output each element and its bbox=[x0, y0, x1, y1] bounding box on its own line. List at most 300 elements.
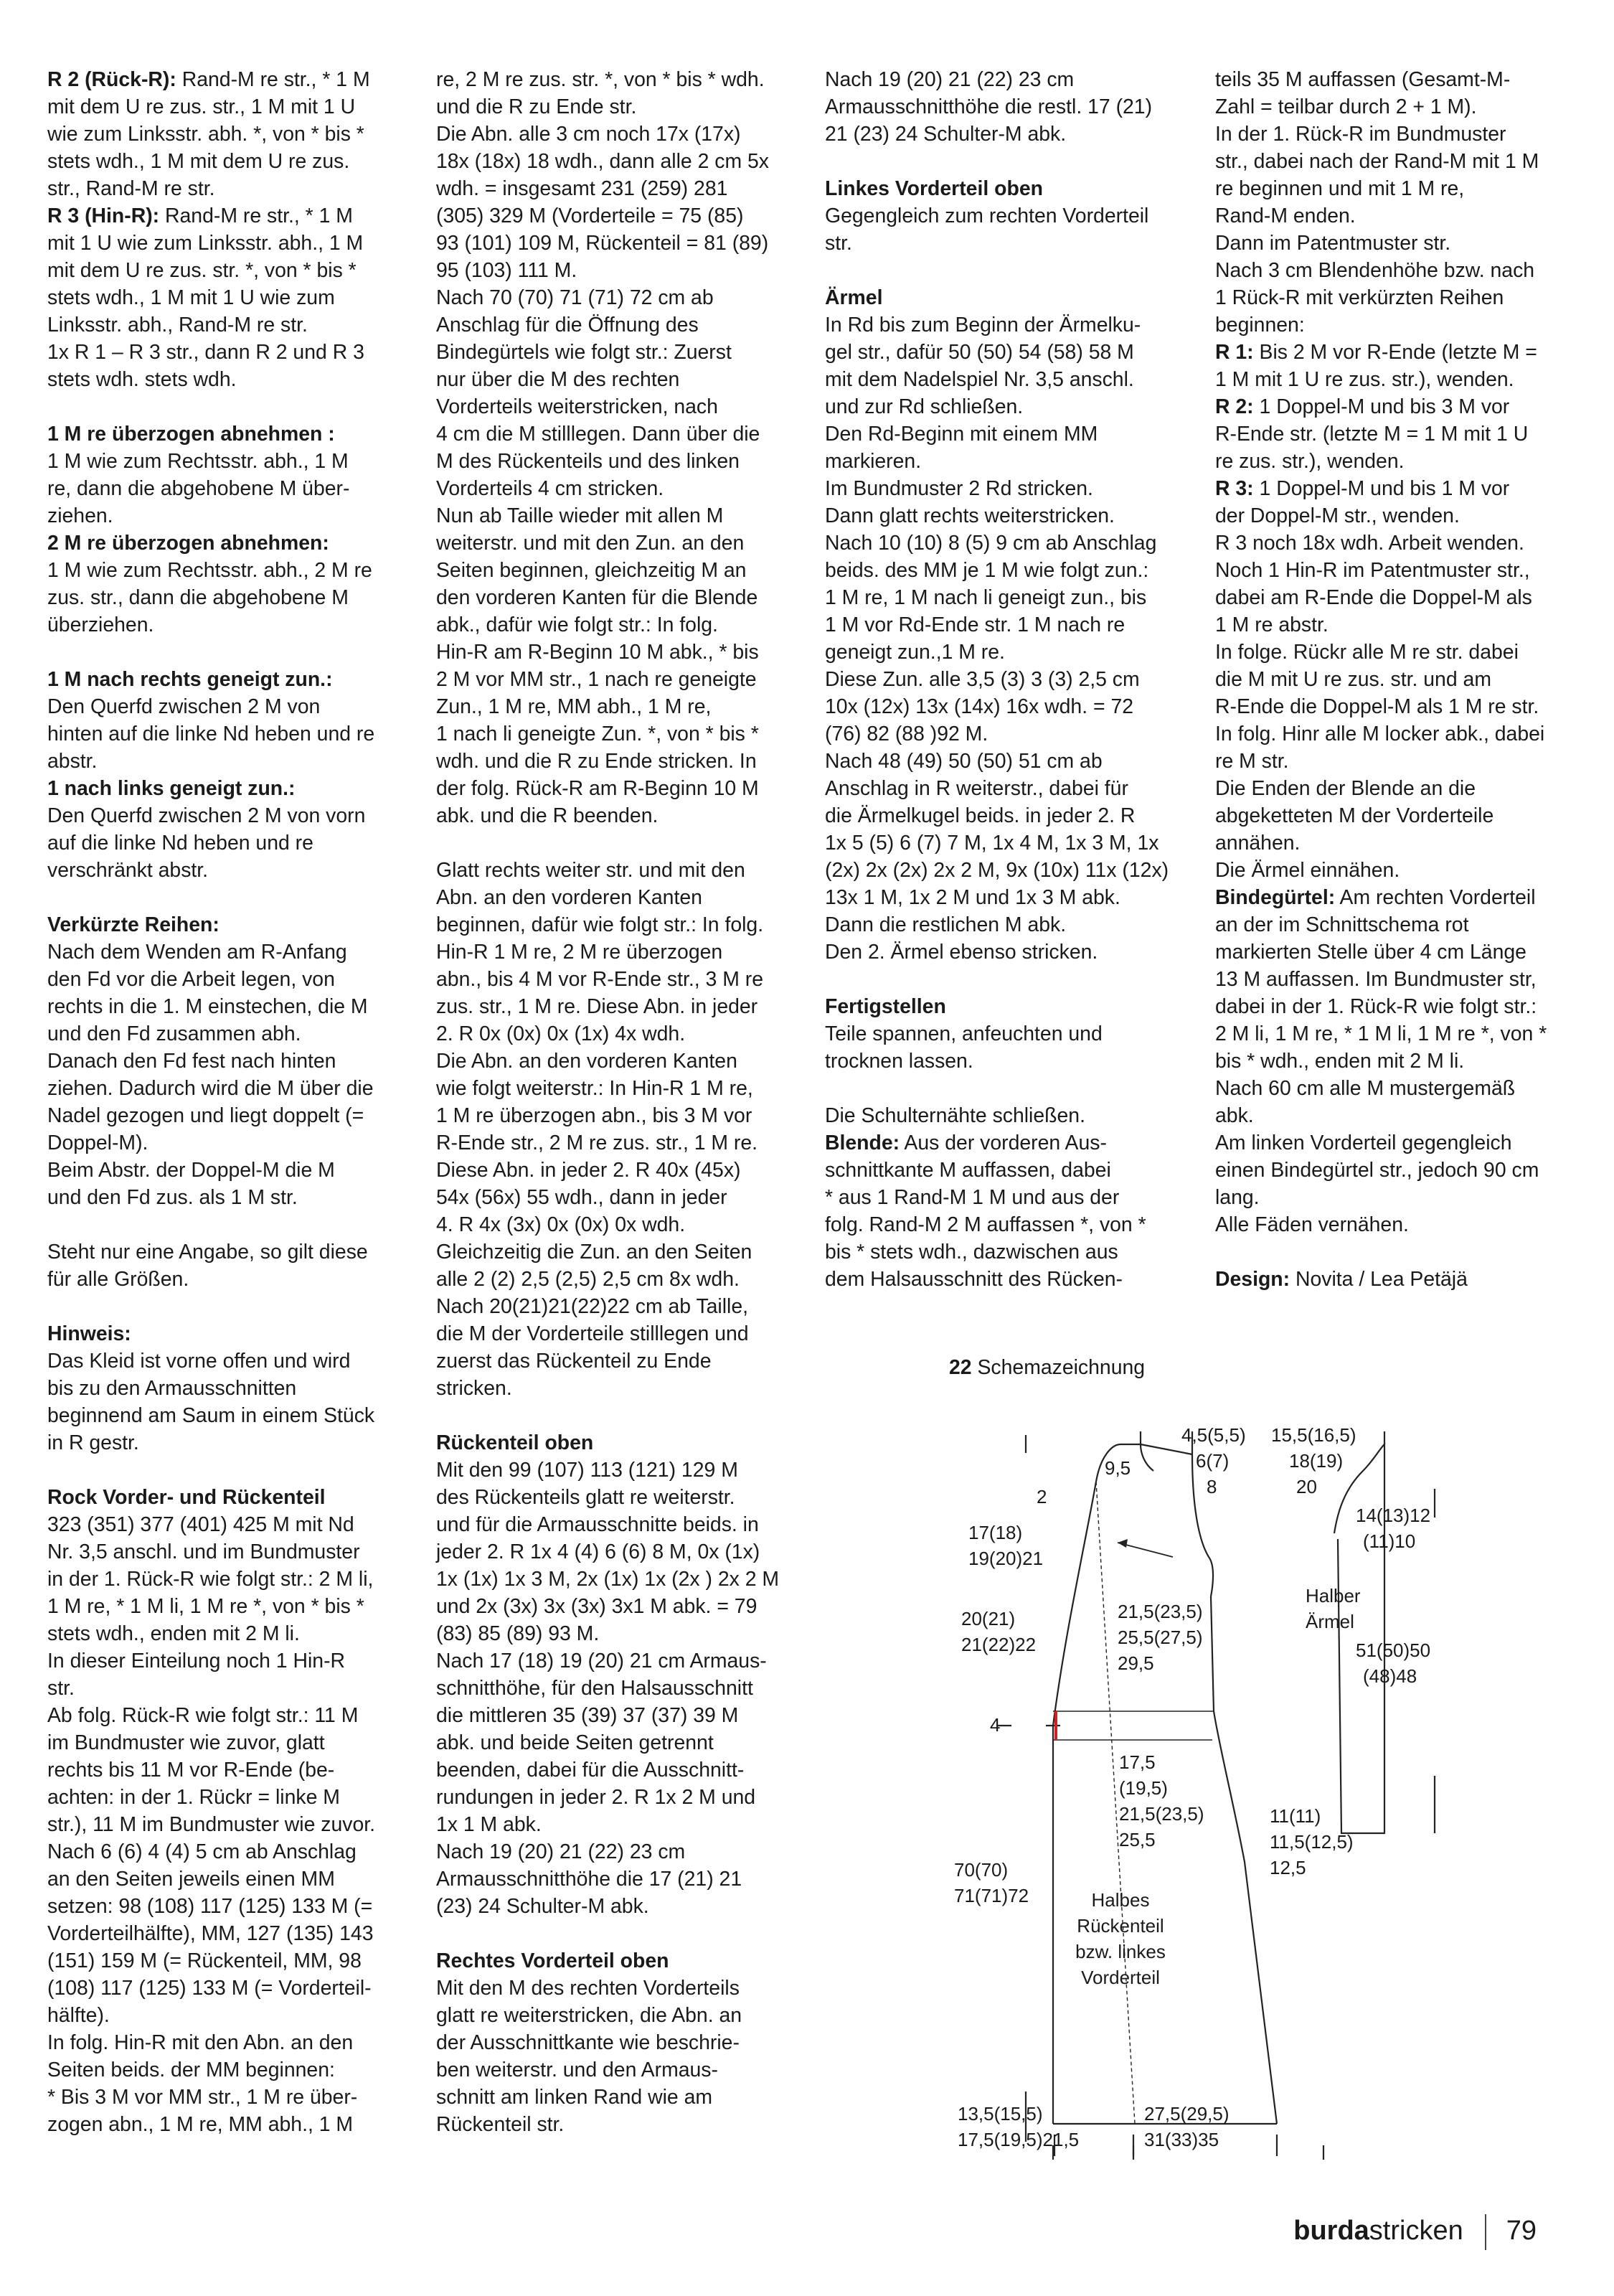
text-line bbox=[436, 1048, 795, 1075]
label-shoulder-b: 6(7) bbox=[1196, 1450, 1230, 1472]
line-text: Steht nur eine Angabe, so gilt diese bbox=[47, 1241, 368, 1264]
line-text: zus. str., 1 M re. Diese Abn. in jeder bbox=[436, 995, 758, 1018]
line-text: Die Enden der Blende an die bbox=[1215, 777, 1476, 800]
bold-term: R 2 (Rück-R): bbox=[47, 68, 176, 91]
line-text: Doppel-M). bbox=[47, 1131, 148, 1154]
page-footer bbox=[1293, 2214, 1537, 2250]
text-line bbox=[825, 666, 1184, 693]
text-line bbox=[47, 693, 406, 720]
line-text: Nach 20(21)21(22)22 cm ab Taille, bbox=[436, 1295, 749, 1318]
line-text: hinten auf die linke Nd heben und re bbox=[47, 723, 375, 745]
text-line bbox=[47, 1511, 406, 1538]
line-text: des Rückenteils glatt re weiterstr. bbox=[436, 1486, 735, 1509]
line-text: Nach 19 (20) 21 (22) 23 cm bbox=[825, 68, 1075, 91]
text-line bbox=[825, 339, 1184, 366]
text-line bbox=[47, 1402, 406, 1429]
text-line bbox=[47, 748, 406, 775]
line-text: re zus. str.), wenden. bbox=[1215, 450, 1405, 473]
text-line bbox=[436, 420, 795, 448]
text-line bbox=[825, 611, 1184, 639]
text-line bbox=[436, 1866, 795, 1893]
text-line bbox=[1215, 448, 1574, 475]
text-line bbox=[47, 911, 406, 938]
line-text: Rückenteil str. bbox=[436, 2113, 565, 2136]
text-line bbox=[47, 829, 406, 857]
text-line bbox=[825, 448, 1184, 475]
text-line bbox=[1215, 175, 1574, 202]
text-line bbox=[47, 557, 406, 584]
text-line bbox=[47, 502, 406, 530]
label-waist-c: 21,5(23,5) bbox=[1119, 1803, 1204, 1825]
line-text: In folg. Hinr alle M locker abk., dabei bbox=[1215, 723, 1545, 745]
text-line bbox=[47, 1129, 406, 1157]
line-text: zogen abn., 1 M re, MM abh., 1 M bbox=[47, 2113, 354, 2136]
line-text: (76) 82 (88 )92 M. bbox=[825, 723, 988, 745]
line-text: 18x (18x) 18 wdh., dann alle 2 cm 5x bbox=[436, 150, 769, 173]
text-line bbox=[436, 93, 795, 121]
line-text: Armausschnitthöhe die 17 (21) 21 bbox=[436, 1868, 742, 1891]
line-text: 54x (56x) 55 wdh., dann in jeder bbox=[436, 1186, 727, 1209]
line-text: 1 M re überzogen abn., bis 3 M vor bbox=[436, 1104, 752, 1127]
text-column-2 bbox=[436, 66, 795, 2138]
text-line bbox=[436, 366, 795, 393]
text-line bbox=[47, 1784, 406, 1811]
text-line bbox=[825, 1020, 1184, 1048]
line-text: re M str. bbox=[1215, 750, 1289, 773]
line-text: str., dabei nach der Rand-M mit 1 M bbox=[1215, 150, 1539, 173]
paragraph-gap bbox=[436, 1920, 795, 1947]
text-line bbox=[47, 1238, 406, 1266]
line-text: Am rechten Vorderteil bbox=[1335, 886, 1536, 909]
line-text: Im Bundmuster 2 Rd stricken. bbox=[825, 477, 1093, 500]
text-line bbox=[825, 1184, 1184, 1211]
label-shoulder-a: 4,5(5,5) bbox=[1181, 1424, 1246, 1446]
bold-term: Rock Vorder- und Rückenteil bbox=[47, 1486, 326, 1509]
text-line bbox=[436, 693, 795, 720]
line-text: rundungen in jeder 2. R 1x 2 M und bbox=[436, 1786, 756, 1809]
line-text: Den Querfd zwischen 2 M von vorn bbox=[47, 804, 366, 827]
text-line bbox=[1215, 257, 1574, 284]
line-text: ziehen. Dadurch wird die M über die bbox=[47, 1077, 374, 1100]
line-text: stets wdh., 1 M mit 1 U wie zum bbox=[47, 286, 335, 309]
line-text: Hin-R am R-Beginn 10 M abk., * bis bbox=[436, 641, 759, 664]
text-line bbox=[1215, 420, 1574, 448]
text-line bbox=[47, 1566, 406, 1593]
text-line bbox=[825, 121, 1184, 148]
text-line bbox=[47, 475, 406, 502]
line-text: Gleichzeitig die Zun. an den Seiten bbox=[436, 1241, 752, 1264]
line-text: 2 M vor MM str., 1 nach re geneigte bbox=[436, 668, 757, 691]
label-sleeve-top-c: 20 bbox=[1296, 1476, 1317, 1497]
text-line bbox=[436, 1484, 795, 1511]
text-line bbox=[436, 1347, 795, 1375]
bold-term: Bindegürtel: bbox=[1215, 886, 1336, 909]
line-text: Nach 48 (49) 50 (50) 51 cm ab bbox=[825, 750, 1103, 773]
line-text: stets wdh., enden mit 2 M li. bbox=[47, 1622, 300, 1645]
text-line bbox=[1215, 311, 1574, 339]
line-text: Seiten beids. der MM beginnen: bbox=[47, 2059, 335, 2081]
line-text: Vorderteilhälfte), MM, 127 (135) 143 bbox=[47, 1922, 374, 1945]
label-cuff-b: 11,5(12,5) bbox=[1270, 1831, 1354, 1853]
line-text: stricken. bbox=[436, 1377, 512, 1400]
text-line bbox=[825, 393, 1184, 420]
diagram-caption bbox=[949, 1356, 1145, 1380]
line-text: Die Abn. alle 3 cm noch 17x (17x) bbox=[436, 123, 741, 146]
line-text: abk. bbox=[1215, 1104, 1254, 1127]
text-line bbox=[47, 1675, 406, 1702]
text-line bbox=[825, 1129, 1184, 1157]
label-piece-b: Rückenteil bbox=[1077, 1915, 1164, 1937]
label-chest-c: 29,5 bbox=[1118, 1652, 1154, 1674]
text-line bbox=[436, 448, 795, 475]
text-line bbox=[47, 1157, 406, 1184]
bold-term: R 3: bbox=[1215, 477, 1254, 500]
line-text: mit 1 U wie zum Linksstr. abh., 1 M bbox=[47, 232, 364, 255]
waist-to-armhole bbox=[1211, 1596, 1214, 1711]
text-line bbox=[436, 1566, 795, 1593]
text-line bbox=[436, 938, 795, 966]
line-text: rechts in die 1. M einstechen, die M bbox=[47, 995, 368, 1018]
text-line bbox=[436, 475, 795, 502]
line-text: Nun ab Taille wieder mit allen M bbox=[436, 504, 724, 527]
label-sleeve-length-b: (48)48 bbox=[1363, 1665, 1417, 1687]
text-line bbox=[825, 311, 1184, 339]
label-waist-b: (19,5) bbox=[1119, 1777, 1168, 1799]
text-line bbox=[436, 1947, 795, 1975]
line-text: wdh. = insgesamt 231 (259) 281 bbox=[436, 177, 728, 200]
label-waist-d: 25,5 bbox=[1119, 1829, 1156, 1850]
bold-term: Ärmel bbox=[825, 286, 883, 309]
text-line bbox=[436, 748, 795, 775]
text-line bbox=[47, 93, 406, 121]
text-line bbox=[436, 1102, 795, 1129]
text-line bbox=[1215, 966, 1574, 993]
line-text: stets wdh. stets wdh. bbox=[47, 368, 237, 391]
text-line bbox=[47, 1702, 406, 1729]
bold-term: Fertigstellen bbox=[825, 995, 946, 1018]
text-line bbox=[47, 1538, 406, 1566]
line-text: 1 Rück-R mit verkürzten Reihen bbox=[1215, 286, 1504, 309]
text-line bbox=[1215, 857, 1574, 884]
bold-term: 1 M re überzogen abnehmen : bbox=[47, 423, 335, 446]
line-text: Nach 17 (18) 19 (20) 21 cm Armaus- bbox=[436, 1650, 767, 1672]
text-line bbox=[1215, 911, 1574, 938]
label-belt-gap: 4 bbox=[990, 1714, 1001, 1736]
text-line bbox=[436, 911, 795, 938]
label-shoulder-c: 8 bbox=[1207, 1476, 1217, 1497]
line-text: abk. und beide Seiten getrennt bbox=[436, 1731, 714, 1754]
text-line bbox=[47, 2002, 406, 2029]
line-text: beginnend am Saum in einem Stück bbox=[47, 1404, 375, 1427]
line-text: Das Kleid ist vorne offen und wird bbox=[47, 1350, 351, 1373]
text-line bbox=[1215, 938, 1574, 966]
line-text: mit dem U re zus. str. *, von * bis * bbox=[47, 259, 357, 282]
line-text: (305) 329 M (Vorderteile = 75 (85) bbox=[436, 204, 744, 227]
text-line bbox=[825, 1157, 1184, 1184]
line-text: abk., dafür wie folgt str.: In folg. bbox=[436, 613, 718, 636]
line-text: 4 cm die M stilllegen. Dann über die bbox=[436, 423, 760, 446]
line-text: schnittkante M auffassen, dabei bbox=[825, 1159, 1111, 1182]
line-text: und für die Armausschnitte beids. in bbox=[436, 1513, 759, 1536]
bold-term: R 1: bbox=[1215, 341, 1254, 364]
line-text: markieren. bbox=[825, 450, 922, 473]
text-line bbox=[436, 202, 795, 230]
text-line bbox=[436, 1756, 795, 1784]
paragraph-gap bbox=[47, 884, 406, 911]
text-line bbox=[47, 448, 406, 475]
text-line bbox=[1215, 366, 1574, 393]
paragraph-gap bbox=[47, 639, 406, 666]
text-line bbox=[436, 802, 795, 829]
bold-term: Design: bbox=[1215, 1268, 1290, 1291]
bold-term: Linkes Vorderteil oben bbox=[825, 177, 1043, 200]
line-text: im Bundmuster wie zuvor, glatt bbox=[47, 1731, 325, 1754]
line-text: setzen: 98 (108) 117 (125) 133 M (= bbox=[47, 1895, 373, 1918]
line-text: gel str., dafür 50 (50) 54 (58) 58 M bbox=[825, 341, 1134, 364]
line-text: ben weiterstr. und den Armaus- bbox=[436, 2059, 718, 2081]
line-text: der Ausschnittkante wie beschrie- bbox=[436, 2031, 740, 2054]
line-text: Beim Abstr. der Doppel-M die M bbox=[47, 1159, 335, 1182]
text-line bbox=[47, 857, 406, 884]
text-line bbox=[825, 366, 1184, 393]
text-line bbox=[436, 1593, 795, 1620]
text-line bbox=[825, 502, 1184, 530]
text-line bbox=[1215, 720, 1574, 748]
line-text: mit dem U re zus. str., 1 M mit 1 U bbox=[47, 95, 356, 118]
text-line bbox=[47, 1020, 406, 1048]
text-line bbox=[436, 2084, 795, 2111]
line-text: Rand-M re str., * 1 M bbox=[159, 204, 353, 227]
text-line bbox=[825, 639, 1184, 666]
text-line bbox=[436, 666, 795, 693]
line-text: 1 Doppel-M und bis 3 M vor bbox=[1253, 395, 1510, 418]
text-line bbox=[1215, 475, 1574, 502]
line-text: die Ärmelkugel beids. in jeder 2. R bbox=[825, 804, 1136, 827]
line-text: 1 M re, * 1 M li, 1 M re *, von * bis * bbox=[47, 1595, 364, 1618]
line-text: und 2x (3x) 3x (3x) 3x1 M abk. = 79 bbox=[436, 1595, 758, 1618]
text-line bbox=[436, 720, 795, 748]
line-text: weiterstr. und mit den Zun. an den bbox=[436, 532, 745, 555]
text-line bbox=[436, 1647, 795, 1675]
line-text: Die Ärmel einnähen. bbox=[1215, 859, 1400, 882]
line-text: Die Schulternähte schließen. bbox=[825, 1104, 1085, 1127]
line-text: Hin-R 1 M re, 2 M re überzogen bbox=[436, 941, 723, 964]
text-line bbox=[436, 1620, 795, 1647]
line-text: abn., bis 4 M vor R-Ende str., 3 M re bbox=[436, 968, 763, 991]
text-line bbox=[47, 1320, 406, 1347]
text-line bbox=[1215, 1048, 1574, 1075]
text-line bbox=[1215, 802, 1574, 829]
text-line bbox=[1215, 230, 1574, 257]
line-text: beginnen: bbox=[1215, 314, 1305, 337]
text-line bbox=[436, 1457, 795, 1484]
text-line bbox=[436, 121, 795, 148]
line-text: Den Querfd zwischen 2 M von bbox=[47, 695, 321, 718]
text-line bbox=[47, 1920, 406, 1947]
text-line bbox=[1215, 1020, 1574, 1048]
text-line bbox=[436, 2111, 795, 2138]
text-line bbox=[436, 1266, 795, 1293]
text-line bbox=[825, 857, 1184, 884]
text-line bbox=[1215, 611, 1574, 639]
line-text: 323 (351) 377 (401) 425 M mit Nd bbox=[47, 1513, 354, 1536]
line-text: 95 (103) 111 M. bbox=[436, 259, 577, 282]
line-text: Nach 60 cm alle M mustergemäß bbox=[1215, 1077, 1516, 1100]
diagram-number: 22 bbox=[949, 1356, 972, 1379]
line-text: der Doppel-M str., wenden. bbox=[1215, 504, 1460, 527]
text-line bbox=[47, 1075, 406, 1102]
bold-term: Verkürzte Reihen: bbox=[47, 913, 220, 936]
text-line bbox=[436, 148, 795, 175]
bold-term: 2 M re überzogen abnehmen: bbox=[47, 532, 329, 555]
label-hem-front-b: 17,5(19,5)21,5 bbox=[958, 2129, 1080, 2150]
line-text: geneigt zun.,1 M re. bbox=[825, 641, 1005, 664]
line-text: Den 2. Ärmel ebenso stricken. bbox=[825, 941, 1098, 964]
text-line bbox=[47, 148, 406, 175]
line-text: str. bbox=[47, 1677, 75, 1700]
label-piece-a: Halbes bbox=[1091, 1889, 1150, 1911]
line-text: jeder 2. R 1x 4 (4) 6 (6) 8 M, 0x (1x) bbox=[436, 1540, 760, 1563]
line-text: (151) 159 M (= Rückenteil, MM, 98 bbox=[47, 1949, 362, 1972]
line-text: 1x R 1 – R 3 str., dann R 2 und R 3 bbox=[47, 341, 364, 364]
label-cap-height-b: (11)10 bbox=[1363, 1530, 1416, 1552]
line-text: lang. bbox=[1215, 1186, 1260, 1209]
label-sleeve-length-a: 51(50)50 bbox=[1356, 1639, 1431, 1661]
line-text: Nr. 3,5 anschl. und im Bundmuster bbox=[47, 1540, 360, 1563]
line-text: markierten Stelle über 4 cm Länge bbox=[1215, 941, 1526, 964]
line-text: Rand-M enden. bbox=[1215, 204, 1356, 227]
line-text: wie folgt weiterstr.: In Hin-R 1 M re, bbox=[436, 1077, 753, 1100]
line-text: re, dann die abgehobene M über- bbox=[47, 477, 350, 500]
line-text: und zur Rd schließen. bbox=[825, 395, 1024, 418]
text-line bbox=[1215, 639, 1574, 666]
line-text: Zahl = teilbar durch 2 + 1 M). bbox=[1215, 95, 1477, 118]
line-text: die mittleren 35 (39) 37 (37) 39 M bbox=[436, 1704, 739, 1727]
text-line bbox=[1215, 1184, 1574, 1211]
text-line bbox=[47, 311, 406, 339]
line-text: Linksstr. abh., Rand-M re str. bbox=[47, 314, 308, 337]
line-text: glatt re weiterstricken, die Abn. an bbox=[436, 2004, 742, 2027]
line-text: die M der Vorderteile stilllegen und bbox=[436, 1322, 749, 1345]
line-text: Dann die restlichen M abk. bbox=[825, 913, 1067, 936]
line-text: 1 Doppel-M und bis 1 M vor bbox=[1253, 477, 1510, 500]
text-line bbox=[436, 966, 795, 993]
text-line bbox=[825, 66, 1184, 93]
line-text: str. bbox=[825, 232, 852, 255]
line-text: re beginnen und mit 1 M re, bbox=[1215, 177, 1465, 200]
text-line bbox=[825, 693, 1184, 720]
line-text: teils 35 M auffassen (Gesamt-M- bbox=[1215, 68, 1511, 91]
text-line bbox=[47, 966, 406, 993]
text-line bbox=[436, 175, 795, 202]
text-line bbox=[47, 1375, 406, 1402]
line-text: R-Ende die Doppel-M als 1 M re str. bbox=[1215, 695, 1539, 718]
text-line bbox=[825, 475, 1184, 502]
label-cuff-c: 12,5 bbox=[1270, 1857, 1306, 1878]
line-text: Danach den Fd fest nach hinten bbox=[47, 1050, 336, 1073]
text-line bbox=[47, 1593, 406, 1620]
line-text: str.), 11 M im Bundmuster wie zuvor. bbox=[47, 1813, 376, 1836]
text-line bbox=[47, 993, 406, 1020]
line-text: re, 2 M re zus. str. *, von * bis * wdh. bbox=[436, 68, 765, 91]
line-text: mit dem Nadelspiel Nr. 3,5 anschl. bbox=[825, 368, 1134, 391]
line-text: Mit den M des rechten Vorderteils bbox=[436, 1977, 740, 2000]
text-line bbox=[825, 938, 1184, 966]
text-line bbox=[1215, 121, 1574, 148]
line-text: Nach 6 (6) 4 (4) 5 cm ab Anschlag bbox=[47, 1840, 357, 1863]
text-line bbox=[47, 2029, 406, 2056]
line-text: Am linken Vorderteil gegengleich bbox=[1215, 1131, 1512, 1154]
label-chest-b: 25,5(27,5) bbox=[1118, 1627, 1203, 1648]
shoulder-line bbox=[1141, 1444, 1192, 1454]
text-line bbox=[825, 1238, 1184, 1266]
text-line bbox=[825, 884, 1184, 911]
line-text: abgeketteten M der Vorderteile bbox=[1215, 804, 1494, 827]
label-half-sleeve-b: Ärmel bbox=[1306, 1611, 1354, 1632]
line-text: R 3 noch 18x wdh. Arbeit wenden. bbox=[1215, 532, 1524, 555]
text-column-4 bbox=[1215, 66, 1574, 1293]
line-text: 13 M auffassen. Im Bundmuster str, bbox=[1215, 968, 1537, 991]
text-line bbox=[436, 1811, 795, 1838]
text-line bbox=[436, 1375, 795, 1402]
line-text: 1 M vor Rd-Ende str. 1 M nach re bbox=[825, 613, 1125, 636]
paragraph-gap bbox=[825, 148, 1184, 175]
line-text: 4. R 4x (3x) 0x (0x) 0x wdh. bbox=[436, 1213, 686, 1236]
text-line bbox=[47, 366, 406, 393]
footer-divider bbox=[1485, 2214, 1486, 2250]
label-neck-depth: 2 bbox=[1037, 1486, 1047, 1507]
line-text: Bis 2 M vor R-Ende (letzte M = bbox=[1253, 341, 1537, 364]
text-line bbox=[1215, 202, 1574, 230]
line-text: Die Abn. an den vorderen Kanten bbox=[436, 1050, 737, 1073]
line-text: dem Halsausschnitt des Rücken- bbox=[825, 1268, 1123, 1291]
text-line bbox=[825, 720, 1184, 748]
text-line bbox=[47, 1893, 406, 1920]
bold-term: 1 M nach rechts geneigt zun.: bbox=[47, 668, 333, 691]
label-waist-a: 17,5 bbox=[1119, 1751, 1156, 1773]
text-line bbox=[1215, 1157, 1574, 1184]
magazine-brand bbox=[1293, 2216, 1463, 2246]
text-line bbox=[825, 802, 1184, 829]
line-text: auf die linke Nd heben und re bbox=[47, 832, 313, 855]
line-text: Glatt rechts weiter str. und mit den bbox=[436, 859, 745, 882]
text-line bbox=[436, 1075, 795, 1102]
text-line bbox=[1215, 748, 1574, 775]
line-text: Nadel gezogen und liegt doppelt (= bbox=[47, 1104, 364, 1127]
text-line bbox=[825, 175, 1184, 202]
text-line bbox=[825, 230, 1184, 257]
line-text: Gegengleich zum rechten Vorderteil bbox=[825, 204, 1149, 227]
text-line bbox=[825, 1211, 1184, 1238]
text-line bbox=[47, 1947, 406, 1975]
text-line bbox=[436, 1538, 795, 1566]
text-line bbox=[1215, 557, 1574, 584]
text-line bbox=[47, 1620, 406, 1647]
text-line bbox=[436, 557, 795, 584]
brand-bold: burda bbox=[1293, 2216, 1369, 2246]
line-text: Alle Fäden vernähen. bbox=[1215, 1213, 1409, 1236]
text-line bbox=[825, 748, 1184, 775]
line-text: Aus der vorderen Aus- bbox=[900, 1131, 1107, 1154]
text-line bbox=[436, 1511, 795, 1538]
text-line bbox=[436, 1293, 795, 1320]
line-text: In der 1. Rück-R im Bundmuster bbox=[1215, 123, 1506, 146]
skirt-side bbox=[1214, 1711, 1277, 2124]
text-line bbox=[47, 420, 406, 448]
text-line bbox=[825, 284, 1184, 311]
line-text: dabei in der 1. Rück-R wie folgt str.: bbox=[1215, 995, 1537, 1018]
line-text: Nach 70 (70) 71 (71) 72 cm ab bbox=[436, 286, 714, 309]
